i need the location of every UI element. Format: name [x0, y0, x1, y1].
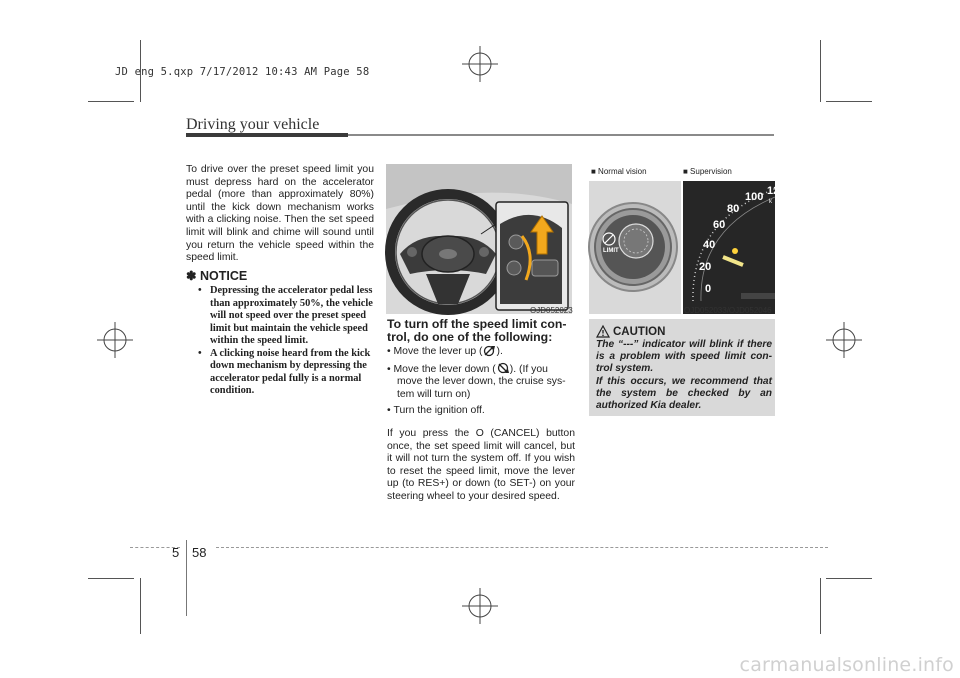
- section-title: Driving your vehicle: [186, 116, 320, 133]
- speedometer-tick: 60: [713, 219, 726, 231]
- section-number: 5: [172, 545, 180, 560]
- intro-paragraph: To drive over the preset speed limit you must depress hard on the accelerator pedal (more than approximately 80%) until the kick down mechanism works with a clicking noise. Then the set speed limit will blink and chime will sound until you return the vehicle speed within the speed limit.: [186, 164, 374, 264]
- caution-line: If this occurs, we recommend that the system be checked by an authorized Kia dealer.: [596, 376, 772, 411]
- instruction-list: [387, 345, 575, 422]
- registration-mark-icon: [462, 588, 498, 624]
- registration-mark-icon: [826, 322, 862, 358]
- list-item: • Move the lever down ( ). (If you move the lever down, the cruise sys- tem will turn on): [387, 363, 566, 400]
- steering-wheel-figure: [386, 164, 572, 314]
- limit-label: LIMIT: [603, 248, 619, 254]
- steering-wheel-icon: [386, 164, 572, 314]
- crop-mark: [88, 578, 134, 579]
- crop-mark: [820, 40, 821, 102]
- list-item: • Turn the ignition off.: [387, 405, 485, 417]
- speedometer-unit: k: [769, 199, 772, 205]
- figure-caption: OJD052023: [530, 306, 573, 315]
- registration-mark-icon: [462, 46, 498, 82]
- notice-heading: [186, 268, 247, 283]
- speedometer-tick: 0: [705, 283, 712, 295]
- crop-mark: [88, 101, 134, 102]
- warning-triangle-icon: [596, 325, 610, 338]
- lever-down-icon: [496, 363, 510, 374]
- caution-text: [596, 339, 772, 412]
- legend-normal-vision: ■ Normal vision: [591, 167, 647, 176]
- list-item: • A clicking noise heard from the kick down mechanism by depressing the accelerator pedal fully is a normal condition.: [198, 347, 371, 396]
- legend-supervision: ■ Supervision: [683, 167, 732, 176]
- speedometer-tick: 40: [703, 239, 716, 251]
- normal-vision-figure: [589, 181, 681, 314]
- speedometer-tick: 20: [699, 261, 712, 273]
- cancel-paragraph: If you press the O (CANCEL) button once, the set speed limit will cancel, but it will not turn the system off. If you wish to reset the speed limit, move the lever up (to RES+) or down (to SET-) on your steering wheel to your desired speed.: [387, 428, 575, 502]
- crop-mark: [140, 578, 141, 634]
- figure-caption: OJD052033/OJD052046: [684, 306, 772, 315]
- footer-divider: [186, 540, 187, 616]
- page-number: 58: [192, 545, 207, 560]
- print-slug: JD eng 5.qxp 7/17/2012 10:43 AM Page 58: [115, 66, 370, 78]
- header-rule: [186, 133, 348, 137]
- notice-title: NOTICE: [199, 269, 248, 283]
- supervision-figure: [683, 181, 780, 314]
- lever-up-icon: [482, 345, 496, 356]
- section-heading: To turn off the speed limit con- trol, do one of the following:: [387, 317, 567, 344]
- watermark: carmanualsonline.info: [739, 654, 954, 676]
- crop-mark: [820, 578, 821, 634]
- crop-mark: [826, 578, 872, 579]
- caution-title: CAUTION: [613, 326, 666, 338]
- speedometer-tick: 100: [745, 191, 764, 203]
- notice-list: [186, 285, 374, 398]
- caution-line: The “---” indicator will blink if there is a problem with speed limit con- trol system.: [596, 339, 772, 374]
- list-item: • Depressing the accelerator pedal less than approximately 50%, the vehicle will not speed over the preset speed limit but maintain the vehicle speed within the speed limit.: [198, 285, 373, 346]
- registration-mark-icon: [97, 322, 133, 358]
- list-item: • Move the lever up ( ).: [387, 346, 503, 357]
- speedometer-tick: 12: [767, 185, 780, 197]
- footer-rule: [216, 547, 828, 548]
- header-rule: [348, 134, 774, 136]
- crop-mark: [826, 101, 872, 102]
- speedometer-tick: 80: [727, 203, 740, 215]
- notice-icon: ✽: [186, 269, 197, 283]
